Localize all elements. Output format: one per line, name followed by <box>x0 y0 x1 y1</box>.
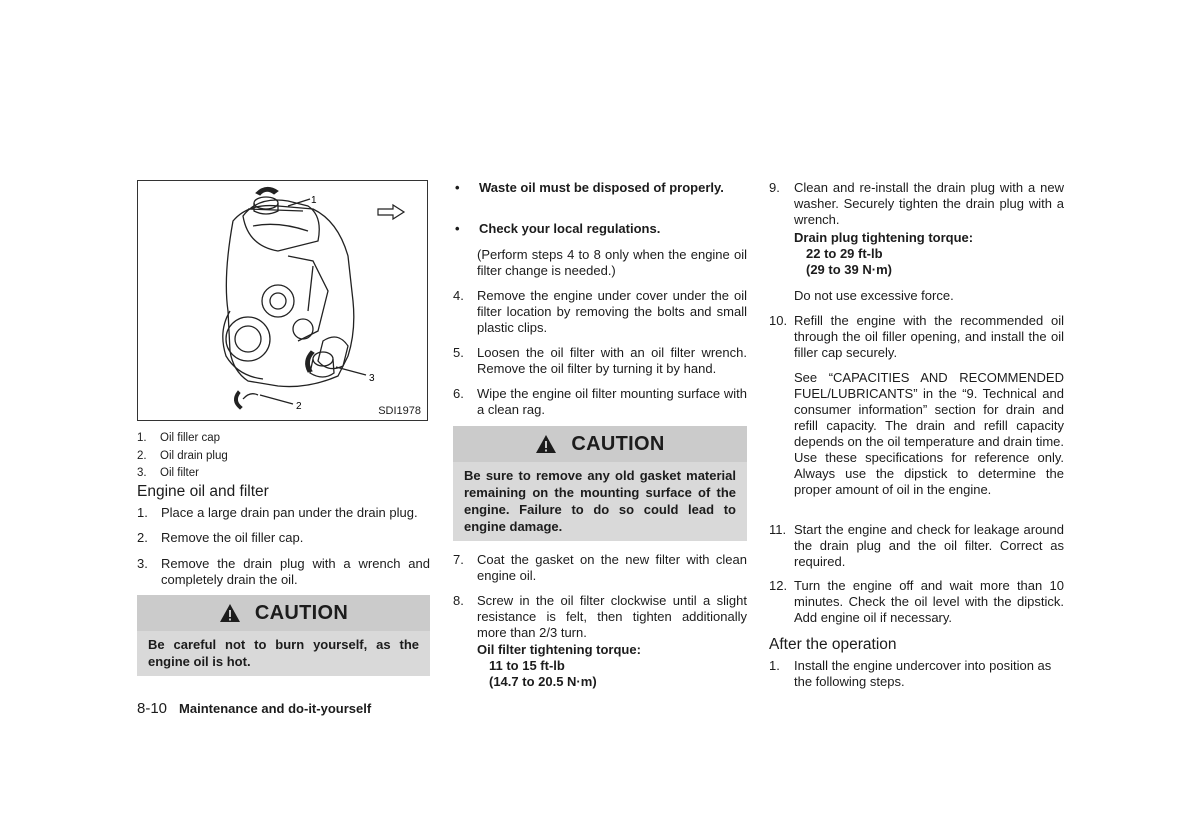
caption-number: 2. <box>137 449 147 462</box>
warning-icon <box>535 434 557 454</box>
step-number: 1. <box>137 505 148 520</box>
step-number: 3. <box>137 556 148 571</box>
bullet-item <box>453 221 747 237</box>
step-item <box>769 658 1064 690</box>
step-number: 1. <box>769 658 780 673</box>
step-text: Coat the gasket on the new filter with clean engine oil. <box>477 552 747 583</box>
step-item <box>769 180 1064 228</box>
callout-3: 3 <box>369 373 375 384</box>
step-text: Turn the engine off and wait more than 10 minutes. Check the oil level with the dipstick. Add engine oil if necessary. <box>794 578 1064 625</box>
capacity-note: See “CAPACITIES AND RECOMMENDED FUEL/LUBRICANTS” in the “9. Technical and consumer information” section for drain and refill capacity. The drain and refill capacity depends on the oil temperature and drain time. Use these specifications for reference only. Always use the dipstick to determine the proper amount of oil in the engine. <box>794 370 1064 497</box>
bullet-dot: • <box>455 221 460 236</box>
step-text: Install the engine undercover into position as the following steps. <box>794 658 1052 689</box>
figure-captions <box>137 430 430 483</box>
step-item <box>453 593 747 641</box>
page-number: 8-10 <box>137 700 168 717</box>
caption-item <box>137 448 430 466</box>
force-note: Do not use excessive force. <box>794 288 954 303</box>
step-number: 10. <box>769 313 788 328</box>
step-number: 5. <box>453 345 464 360</box>
bullet-text: Waste oil must be disposed of properly. <box>479 180 724 195</box>
step-item <box>137 556 430 588</box>
step-item <box>769 522 1064 570</box>
caption-text: Oil filler cap <box>160 432 221 444</box>
caution-box <box>453 426 747 541</box>
step-number: 6. <box>453 386 464 401</box>
torque-spec <box>477 642 641 690</box>
caution-text: Be sure to remove any old gasket material remaining on the mounting surface of the engine. Failure to do so could lead to engine damage. <box>453 462 747 541</box>
torque-label: Oil filter tightening torque: <box>477 642 641 657</box>
bullet-dot: • <box>455 180 460 195</box>
step-number: 7. <box>453 552 464 567</box>
page-footer <box>137 700 371 717</box>
caption-text: Oil filter <box>160 467 199 479</box>
step-item <box>453 386 747 418</box>
step-number: 9. <box>769 180 780 195</box>
caution-header <box>137 595 430 631</box>
step-item <box>769 313 1064 361</box>
caution-text: Be careful not to burn yourself, as the engine oil is hot. <box>137 631 430 676</box>
warning-icon <box>219 603 241 623</box>
step-text: Refill the engine with the recommended oil through the oil filler opening, and install the oil filler cap securely. <box>794 313 1064 360</box>
callout-1: 1 <box>311 195 317 206</box>
torque-label: Drain plug tightening torque: <box>794 230 974 245</box>
torque-value-imperial: 22 to 29 ft-lb <box>806 246 883 261</box>
torque-value-imperial: 11 to 15 ft-lb <box>489 658 565 673</box>
engine-illustration <box>137 180 428 421</box>
caption-item <box>137 430 430 448</box>
step-item <box>137 505 430 521</box>
step-text: Start the engine and check for leakage around the drain plug and the oil filter. Correct as required. <box>794 522 1064 569</box>
caption-number: 1. <box>137 432 147 444</box>
engine-drawing <box>138 181 427 420</box>
step-text: Loosen the oil filter with an oil filter wrench. Remove the oil filter by turning it by hand. <box>477 345 747 376</box>
callout-2: 2 <box>296 401 302 412</box>
step-item <box>137 530 430 546</box>
step-item <box>453 288 747 336</box>
step-number: 4. <box>453 288 464 303</box>
bullet-text: Check your local regulations. <box>479 221 661 236</box>
step-number: 11. <box>769 522 787 537</box>
step-text: Remove the drain plug with a wrench and completely drain the oil. <box>161 556 430 587</box>
section-heading: Engine oil and filter <box>137 483 269 500</box>
torque-value-metric: (29 to 39 N·m) <box>806 262 892 277</box>
caution-box <box>137 595 430 676</box>
torque-value-metric: (14.7 to 20.5 N·m) <box>489 674 597 689</box>
step-item <box>453 345 747 377</box>
caution-title: CAUTION <box>254 601 349 624</box>
step-number: 2. <box>137 530 148 545</box>
step-text: Screw in the oil filter clockwise until a slight resistance is felt, then tighten additionally more than 2/3 turn. <box>477 593 747 640</box>
step-number: 12. <box>769 578 788 593</box>
step-number: 8. <box>453 593 464 608</box>
step-item <box>769 578 1064 626</box>
step-text: Remove the engine under cover under the oil filter location by removing the bolts and small plastic clips. <box>477 288 747 335</box>
step-item <box>453 552 747 584</box>
note-text: (Perform steps 4 to 8 only when the engine oil filter change is needed.) <box>477 247 747 278</box>
caution-title: CAUTION <box>571 432 665 455</box>
caption-number: 3. <box>137 467 147 479</box>
caption-item <box>137 465 430 483</box>
step-text: Place a large drain pan under the drain plug. <box>161 505 418 520</box>
step-text: Wipe the engine oil filter mounting surface with a clean rag. <box>477 386 747 417</box>
section-title: Maintenance and do-it-yourself <box>179 701 372 716</box>
step-text: Clean and re-install the drain plug with a new washer. Securely tighten the drain plug with a wrench. <box>794 180 1064 227</box>
step-text: Remove the oil filler cap. <box>161 530 304 545</box>
bullet-item <box>453 180 747 196</box>
torque-spec <box>794 230 973 278</box>
caption-text: Oil drain plug <box>160 449 228 462</box>
figure-code: SDI1978 <box>378 405 421 417</box>
caution-header <box>453 426 747 462</box>
section-heading: After the operation <box>769 636 897 653</box>
